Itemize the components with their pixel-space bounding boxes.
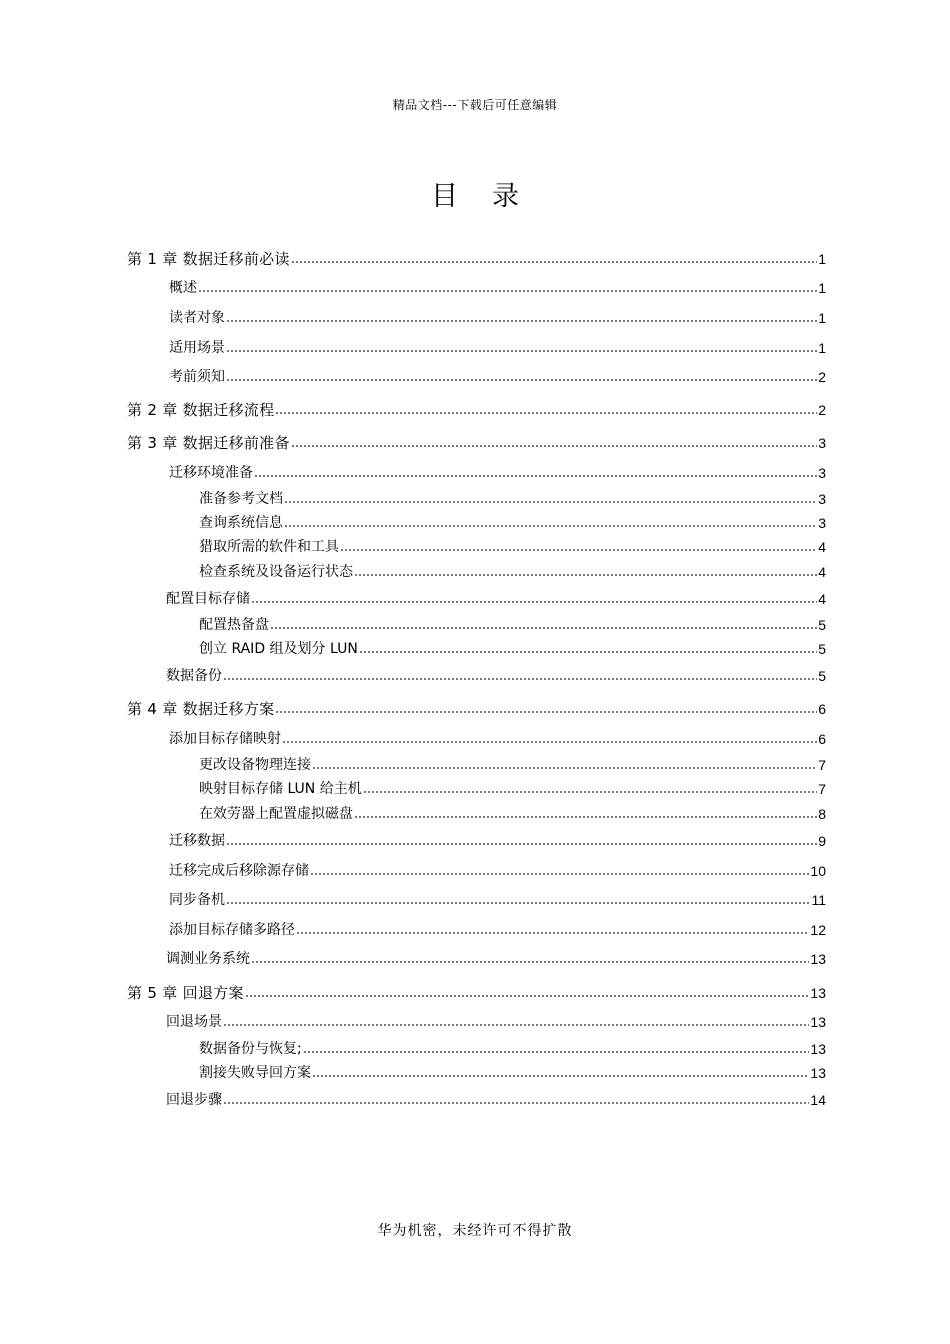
toc-entry-label: 迁移环境准备	[169, 465, 253, 481]
toc-entry-label: 映射目标存储 LUN 给主机	[199, 781, 362, 797]
toc-leader	[226, 842, 817, 846]
toc-entry-label: 第 3 章 数据迁移前准备	[127, 434, 290, 452]
toc-entry-label: 数据备份	[166, 668, 222, 684]
toc-entry-label: 适用场景	[169, 340, 225, 356]
toc-leader	[226, 901, 810, 905]
toc-entry-page: 9	[818, 833, 826, 849]
toc-leader	[354, 573, 817, 577]
toc-entry[interactable]	[127, 432, 826, 452]
toc-entry-page: 6	[818, 701, 826, 717]
toc-entry-label: 在效劳器上配置虚拟磁盘	[199, 806, 353, 822]
toc-entry-page: 11	[811, 892, 826, 908]
toc-entry-label: 概述	[169, 280, 197, 296]
toc-entry-label: 添加目标存储映射	[169, 731, 281, 747]
toc-entry[interactable]	[199, 561, 826, 581]
toc-leader	[270, 626, 817, 630]
toc-entry[interactable]	[199, 614, 826, 634]
toc-entry[interactable]	[169, 366, 826, 386]
toc-entry-page: 2	[818, 369, 826, 385]
toc-entry[interactable]	[199, 1038, 826, 1058]
toc-entry-label: 准备参考文档	[199, 491, 283, 507]
toc-leader	[291, 260, 817, 264]
toc-leader	[312, 1074, 809, 1078]
toc-leader	[303, 1050, 810, 1054]
toc-entry-label: 检查系统及设备运行状态	[199, 564, 353, 580]
toc-entry[interactable]	[166, 1011, 826, 1031]
toc-leader	[223, 677, 817, 681]
toc-leader	[223, 1023, 809, 1027]
toc-leader	[296, 931, 809, 935]
toc-leader	[254, 474, 817, 478]
toc-entry-page: 5	[818, 668, 826, 684]
toc-entry-page: 3	[818, 515, 826, 531]
toc-leader	[284, 524, 817, 528]
toc-entry-label: 回退场景	[166, 1014, 222, 1030]
toc-entry[interactable]	[166, 948, 826, 968]
toc-leader	[226, 378, 817, 382]
toc-leader	[223, 1101, 809, 1105]
toc-entry[interactable]	[169, 728, 826, 748]
toc-entry-page: 13	[810, 985, 826, 1001]
toc-leader	[340, 548, 817, 552]
toc-entry-label: 同步备机	[169, 892, 225, 908]
toc-entry-label: 迁移数据	[169, 833, 225, 849]
toc-entry-page: 10	[810, 863, 826, 879]
toc-entry-label: 第 1 章 数据迁移前必读	[127, 250, 290, 268]
toc-leader	[245, 994, 810, 998]
toc-entry[interactable]	[169, 860, 826, 880]
toc-entry[interactable]	[127, 399, 826, 419]
toc-entry-page: 5	[818, 617, 826, 633]
toc-leader	[198, 289, 817, 293]
toc-entry-page: 4	[818, 591, 826, 607]
toc-entry-page: 1	[818, 310, 826, 326]
toc-entry[interactable]	[166, 588, 826, 608]
toc-entry-page: 7	[818, 757, 826, 773]
toc-leader	[275, 710, 817, 714]
toc-leader	[284, 500, 817, 504]
toc-entry[interactable]	[199, 638, 826, 658]
page-title: 目录	[431, 181, 553, 212]
toc-entry-page: 13	[810, 951, 826, 967]
toc-entry-page: 1	[818, 251, 826, 267]
toc-entry-page: 7	[818, 781, 826, 797]
toc-leader	[312, 766, 817, 770]
toc-entry-label: 第 4 章 数据迁移方案	[127, 700, 275, 718]
toc-leader	[275, 411, 817, 415]
toc-entry-label: 读者对象	[169, 310, 225, 326]
toc-leader	[251, 960, 809, 964]
toc-entry-page: 3	[818, 465, 826, 481]
toc-entry[interactable]	[169, 462, 826, 482]
toc-entry-page: 3	[818, 435, 826, 451]
toc-leader	[359, 650, 817, 654]
toc-entry-label: 添加目标存储多路径	[169, 922, 295, 938]
toc-entry[interactable]	[127, 698, 826, 718]
toc-entry-label: 迁移完成后移除源存储	[169, 863, 309, 879]
toc-entry-label: 更改设备物理连接	[199, 757, 311, 773]
toc-entry[interactable]	[199, 1062, 826, 1082]
toc-entry[interactable]	[166, 665, 826, 685]
toc-leader	[354, 815, 817, 819]
toc-leader	[310, 872, 809, 876]
toc-entry-page: 1	[818, 340, 826, 356]
toc-entry[interactable]	[169, 307, 826, 327]
toc-leader	[251, 600, 817, 604]
toc-entry-page: 3	[818, 491, 826, 507]
toc-entry[interactable]	[199, 803, 826, 823]
toc-leader	[291, 444, 817, 448]
toc-entry-page: 4	[818, 539, 826, 555]
toc-entry-label: 调测业务系统	[166, 951, 250, 967]
toc-entry-label: 查询系统信息	[199, 515, 283, 531]
toc-entry-page: 13	[810, 1014, 826, 1030]
toc-entry-page: 6	[818, 731, 826, 747]
toc-entry[interactable]	[166, 1089, 826, 1109]
page-header: 精品文档---下载后可任意编辑	[392, 98, 558, 112]
toc-leader	[226, 319, 817, 323]
toc-entry[interactable]	[169, 919, 826, 939]
toc-entry-label: 配置热备盘	[199, 617, 269, 633]
page-footer: 华为机密，未经许可不得扩散	[377, 1223, 573, 1239]
toc-entry[interactable]	[169, 337, 826, 357]
toc-entry-label: 猎取所需的软件和工具	[199, 539, 339, 555]
toc-entry-page: 13	[810, 1065, 826, 1081]
toc-leader	[282, 740, 817, 744]
toc-leader	[226, 349, 817, 353]
toc-entry-label: 考前须知	[169, 369, 225, 385]
toc-entry[interactable]	[169, 277, 826, 297]
toc-entry-label: 割接失败导回方案	[199, 1065, 311, 1081]
toc-entry-page: 14	[810, 1092, 826, 1108]
toc-entry[interactable]	[199, 778, 826, 798]
toc-entry-label: 数据备份与恢复;	[199, 1041, 302, 1057]
toc-entry-label: 回退步骤	[166, 1092, 222, 1108]
toc-entry-page: 1	[818, 280, 826, 296]
toc-entry-label: 配置目标存储	[166, 591, 250, 607]
toc-entry[interactable]	[127, 248, 826, 268]
toc-entry[interactable]	[169, 889, 826, 909]
toc-entry-page: 13	[810, 1041, 826, 1057]
toc-entry-label: 第 5 章 回退方案	[127, 984, 244, 1002]
toc-entry[interactable]	[169, 830, 826, 850]
toc-entry[interactable]	[199, 536, 826, 556]
toc-entry-page: 2	[818, 402, 826, 418]
toc-entry-page: 4	[818, 564, 826, 580]
toc-entry-label: 第 2 章 数据迁移流程	[127, 401, 275, 419]
toc-entry[interactable]	[199, 754, 826, 774]
toc-entry-page: 12	[810, 922, 826, 938]
toc-entry-label: 创立 RAID 组及划分 LUN	[199, 641, 358, 657]
toc-entry[interactable]	[127, 982, 826, 1002]
toc-entry[interactable]	[199, 488, 826, 508]
toc-leader	[363, 790, 817, 794]
toc-entry-page: 8	[818, 806, 826, 822]
toc-entry[interactable]	[199, 512, 826, 532]
toc-entry-page: 5	[818, 641, 826, 657]
